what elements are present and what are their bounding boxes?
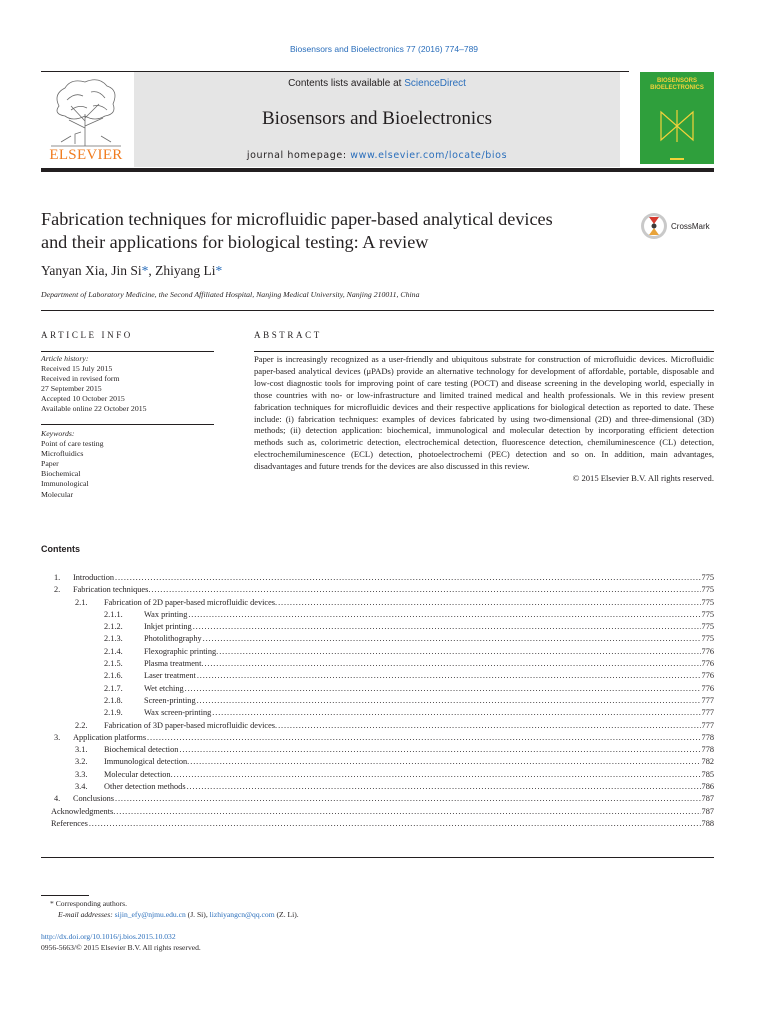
toc-entry-page: 778 xyxy=(701,745,714,755)
toc-entry[interactable] xyxy=(41,633,714,645)
toc-leader-dots xyxy=(197,670,701,682)
keyword: Molecular xyxy=(41,489,74,499)
toc-entry-title: Fabrication of 2D paper-based microfluidic devices. xyxy=(104,597,278,607)
toc-entry[interactable] xyxy=(41,732,714,744)
article-info-heading: ARTICLE INFO xyxy=(41,330,133,340)
toc-entry-page: 778 xyxy=(701,732,714,742)
cover-title-line2: BIOELECTRONICS xyxy=(650,85,704,91)
article-history xyxy=(41,354,214,415)
journal-citation[interactable]: Biosensors and Bioelectronics 77 (2016) 774–789 xyxy=(289,44,479,54)
corresponding-mark-li[interactable]: * xyxy=(215,263,223,278)
toc-leader-dots xyxy=(219,646,700,658)
email-label: E-mail addresses: xyxy=(58,910,115,919)
abstract-body xyxy=(254,354,714,485)
article-info-rule xyxy=(41,351,214,352)
toc-entry-page: 777 xyxy=(701,720,714,730)
author-si: Jin Si xyxy=(111,263,142,278)
history-line: 27 September 2015 xyxy=(41,384,102,394)
toc-leader-dots xyxy=(197,695,701,707)
toc-entry-page: 776 xyxy=(701,646,714,656)
crossmark-badge[interactable] xyxy=(640,212,710,240)
toc-entry-number: 3.3. xyxy=(75,769,88,779)
toc-entry-title: Fabrication techniques. xyxy=(73,585,151,595)
toc-leader-dots xyxy=(278,720,700,732)
toc-entry[interactable] xyxy=(41,806,714,818)
toc-leader-dots xyxy=(151,584,700,596)
contents-heading: Contents xyxy=(41,544,80,554)
journal-homepage xyxy=(134,150,620,161)
toc-entry-page: 787 xyxy=(701,806,714,816)
toc-leader-dots xyxy=(89,818,701,830)
contents-prefix: Contents lists available at xyxy=(288,78,405,89)
toc-entry-number: 2.1.5. xyxy=(104,659,123,669)
author-li: , Zhiyang Li xyxy=(148,263,216,278)
toc-entry-page: 775 xyxy=(701,634,714,644)
elsevier-wordmark: ELSEVIER xyxy=(49,147,123,163)
toc-entry-number: 2.1.9. xyxy=(104,708,123,718)
toc-entry-page: 775 xyxy=(701,609,714,619)
toc-leader-dots xyxy=(212,707,700,719)
journal-name: Biosensors and Bioelectronics xyxy=(261,108,493,129)
toc-entry-page: 788 xyxy=(701,818,714,828)
abstract-text: Paper is increasingly recognized as a user-friendly and ubiquitous substrate for construction of microfluidic devices. Microfluidic paper-based analytical devices (μPADs) provide an alternative technology for development of affordable, portable, disposable and low-cost diagnostic tools for improving point of care testing (POCT) and disease screening in the developing world, especially in those countries with no- or low-infrastructure and limited trained medical and health professionals. We in this review present fabrication techniques for microfluidic devices and their respective applications for biological detection as reported to date. These include: (i) fabrication techniques: examples of devices fabricated by using two-dimensional (2D) and three-dimensional (3D) methods; (ii) detection application: biochemical, immunological and molecular detection by incorporating efficient detection methods such as, colorimetric detection, electrochemical detection, fluorescence detection, chemiluminescence (CL) detection, electrochemiluminescence (ECL) detection, photoelectrochemi (PEC) detection and so on. In addition, main advantages, disadvantages and future trends for the devices are also discussed in this review. xyxy=(254,354,714,472)
toc-leader-dots xyxy=(174,769,701,781)
keyword: Point of care testing xyxy=(41,439,104,449)
cover-title xyxy=(640,78,714,92)
email-link-li[interactable]: lizhiyangcn@qq.com xyxy=(209,910,275,919)
corresponding-mark-si[interactable]: * xyxy=(141,263,149,278)
toc-entry-title: Introduction xyxy=(73,573,115,582)
toc-entry-number: 2.1.6. xyxy=(104,671,123,681)
toc-entry-number: 3.4. xyxy=(75,782,88,792)
toc-entry-title: Molecular detection. xyxy=(104,769,173,779)
history-rule xyxy=(41,424,214,425)
toc-leader-dots xyxy=(190,756,700,768)
toc-leader-dots xyxy=(187,781,701,793)
contents-bottom-rule xyxy=(41,857,714,858)
homepage-prefix: journal homepage: xyxy=(246,150,351,161)
toc-leader-dots xyxy=(278,597,700,609)
toc-entry[interactable] xyxy=(41,597,714,609)
toc-entry-title: References xyxy=(51,818,88,828)
toc-entry-title: Flexographic printing. xyxy=(144,646,219,656)
toc-entry-page: 782 xyxy=(701,757,714,767)
toc-entry-title: Acknowledgments. xyxy=(51,806,116,816)
toc-entry-number: 2.1.2. xyxy=(104,622,123,632)
toc-leader-dots xyxy=(115,572,701,584)
toc-entry-page: 775 xyxy=(701,585,714,595)
toc-entry[interactable] xyxy=(41,707,714,719)
keyword: Paper xyxy=(41,459,59,469)
toc-entry[interactable] xyxy=(41,720,714,732)
toc-entry[interactable] xyxy=(41,670,714,682)
homepage-link[interactable]: www.elsevier.com/locate/bios xyxy=(350,150,508,161)
abstract-rule xyxy=(254,351,714,352)
toc-entry[interactable] xyxy=(41,584,714,596)
toc-entry-number: 2.2. xyxy=(75,720,88,730)
email-suffix-si: (J. Si), xyxy=(185,910,210,919)
keyword: Immunological xyxy=(41,479,89,489)
toc-entry-page: 777 xyxy=(701,708,714,718)
history-line: Accepted 10 October 2015 xyxy=(41,394,125,404)
elsevier-logo[interactable] xyxy=(41,76,131,164)
toc-entry-title: Plasma treatment. xyxy=(144,659,204,669)
issn-line: 0956-5663/© 2015 Elsevier B.V. All rights reserved. xyxy=(41,943,201,952)
keyword: Microfluidics xyxy=(41,449,84,459)
toc-entry-number: 2. xyxy=(54,585,61,595)
toc-entry-title: Laser treatment xyxy=(144,671,196,681)
toc-entry-page: 786 xyxy=(701,782,714,792)
toc-entry-number: 2.1.8. xyxy=(104,695,123,705)
toc-leader-dots xyxy=(204,658,700,670)
article-title xyxy=(41,208,621,254)
corresponding-authors-note: * Corresponding authors. xyxy=(50,899,127,908)
cover-imprint-bar xyxy=(670,158,684,160)
toc-entry-title: Inkjet printing xyxy=(144,622,192,632)
toc-entry-number: 2.1. xyxy=(75,597,88,607)
toc-entry-title: Application platforms xyxy=(73,732,147,742)
toc-leader-dots xyxy=(147,732,701,744)
toc-entry-number: 3.2. xyxy=(75,757,88,767)
author-list xyxy=(41,263,222,279)
keyword: Biochemical xyxy=(41,469,81,479)
keywords xyxy=(41,429,214,500)
toc-entry-title: Photolithography xyxy=(144,634,202,644)
sciencedirect-link[interactable]: ScienceDirect xyxy=(404,78,466,89)
affiliation: Department of Laboratory Medicine, the Second Affiliated Hospital, Nanjing Medical University, Nanjing 210011, China xyxy=(41,290,420,299)
contents-line xyxy=(134,78,620,89)
toc-entry-number: 4. xyxy=(54,794,61,804)
journal-masthead xyxy=(134,72,620,167)
toc-entry-number: 2.1.1. xyxy=(104,609,123,619)
toc-entry[interactable] xyxy=(41,683,714,695)
toc-entry-page: 775 xyxy=(701,573,714,582)
abstract-heading: ABSTRACT xyxy=(254,330,322,340)
toc-entry[interactable] xyxy=(41,818,714,830)
toc-leader-dots xyxy=(179,744,700,756)
history-line: Available online 22 October 2015 xyxy=(41,404,147,414)
history-line: Received in revised form xyxy=(41,374,120,384)
toc-entry-number: 2.1.3. xyxy=(104,634,123,644)
toc-leader-dots xyxy=(193,621,701,633)
toc-entry[interactable] xyxy=(41,781,714,793)
toc-entry[interactable] xyxy=(41,695,714,707)
toc-leader-dots xyxy=(115,793,701,805)
toc-entry-page: 775 xyxy=(701,622,714,632)
toc-entry-page: 776 xyxy=(701,683,714,693)
toc-entry[interactable] xyxy=(41,793,714,805)
article-title-line1: Fabrication techniques for microfluidic paper-based analytical devices xyxy=(41,209,553,229)
toc-leader-dots xyxy=(203,633,701,645)
toc-entry-number: 1. xyxy=(54,573,61,582)
toc-entry[interactable] xyxy=(41,756,714,768)
toc-entry-title: Wax screen-printing xyxy=(144,708,212,718)
toc-entry-page: 776 xyxy=(701,659,714,669)
toc-entry-title: Other detection methods xyxy=(104,782,186,792)
email-link-si[interactable]: sijin_efy@njmu.edu.cn xyxy=(114,910,186,919)
toc-entry-title: Biochemical detection xyxy=(104,745,179,755)
toc-entry-title: Fabrication of 3D paper-based microfluidic devices. xyxy=(104,720,278,730)
author-xia: Yanyan Xia, xyxy=(41,263,112,278)
journal-cover-thumbnail[interactable] xyxy=(640,72,714,164)
toc-entry[interactable] xyxy=(41,769,714,781)
affiliation-rule xyxy=(41,310,714,311)
toc-entry-page: 787 xyxy=(701,794,714,804)
footnote-rule xyxy=(41,895,89,896)
cover-title-line1: BIOSENSORS xyxy=(656,78,697,84)
toc-entry[interactable] xyxy=(41,609,714,621)
toc-entry[interactable] xyxy=(41,744,714,756)
crossmark-icon xyxy=(640,212,668,240)
toc-entry[interactable] xyxy=(41,621,714,633)
crossmark-label: CrossMark xyxy=(671,221,710,231)
toc-leader-dots xyxy=(185,683,701,695)
table-of-contents xyxy=(41,572,714,830)
toc-entry-number: 2.1.7. xyxy=(104,683,123,693)
abstract-copyright: © 2015 Elsevier B.V. All rights reserved. xyxy=(572,473,714,484)
toc-entry-title: Wet etching xyxy=(144,683,184,693)
toc-entry-page: 785 xyxy=(701,769,714,779)
email-suffix-li: (Z. Li). xyxy=(274,910,299,919)
toc-entry-title: Immunological detection. xyxy=(104,757,190,767)
toc-entry-title: Wax printing xyxy=(144,609,188,619)
toc-entry-number: 3.1. xyxy=(75,745,88,755)
toc-entry-number: 2.1.4. xyxy=(104,646,123,656)
toc-entry[interactable] xyxy=(41,572,714,584)
toc-entry-title: Screen-printing xyxy=(144,695,196,705)
article-history-label: Article history: xyxy=(41,354,89,363)
toc-entry-page: 777 xyxy=(701,695,714,705)
header-rule-bottom xyxy=(41,168,714,172)
toc-entry[interactable] xyxy=(41,658,714,670)
doi-link[interactable]: http://dx.doi.org/10.1016/j.bios.2015.10.032 xyxy=(41,932,176,941)
toc-entry-page: 776 xyxy=(701,671,714,681)
toc-entry-page: 775 xyxy=(701,597,714,607)
email-addresses xyxy=(58,910,299,919)
toc-entry-title: Conclusions xyxy=(73,794,115,804)
history-line: Received 15 July 2015 xyxy=(41,364,113,374)
toc-entry[interactable] xyxy=(41,646,714,658)
elsevier-tree-icon xyxy=(41,76,129,148)
toc-leader-dots xyxy=(188,609,700,621)
keywords-label: Keywords: xyxy=(41,429,75,438)
toc-entry-number: 3. xyxy=(54,732,61,742)
cover-art-icon xyxy=(657,106,697,146)
toc-leader-dots xyxy=(116,806,700,818)
article-title-line2: and their applications for biological testing: A review xyxy=(41,232,429,252)
